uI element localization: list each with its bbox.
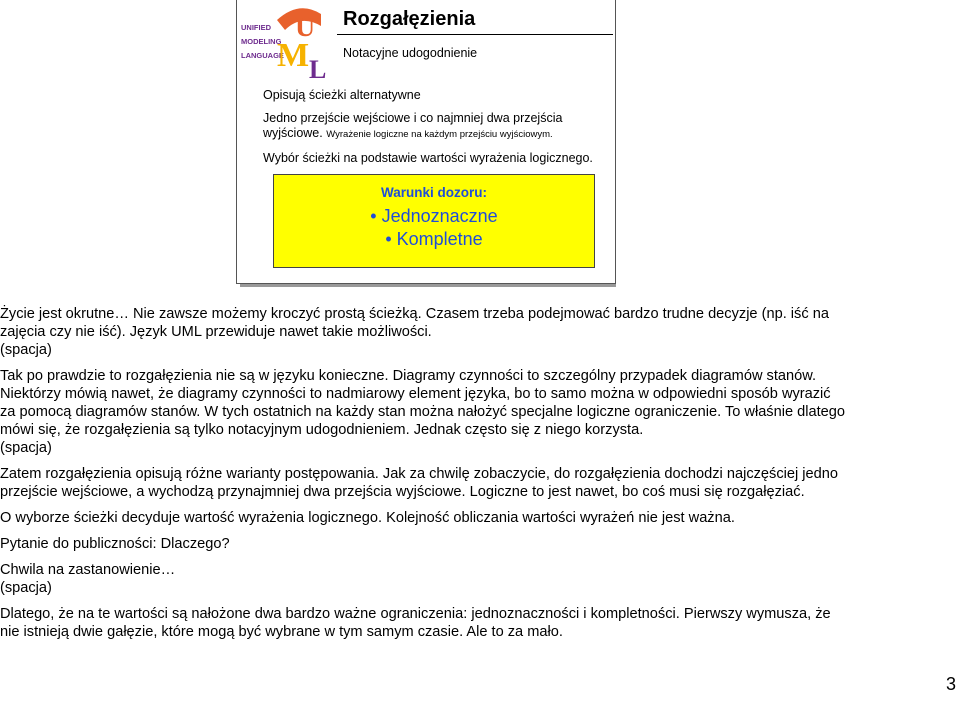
slide-thumbnail [236,0,616,284]
notes-paragraph: Zatem rozgałęzienia opisują różne warianty postępowania. Jak za chwilę zobaczycie, do rozgałęzienia dochodzi najczęściej jedno przejście wejściowe, a wychodzą przynajmniej dwa przejścia wyjściowe. Logiczne to jest nawet, bo coś musi się rozgałęziać. [0,466,838,500]
slide-line-alternative-paths: Opisują ścieżki alternatywne [263,88,421,102]
uml-logo-letter-u: U [295,12,316,43]
uml-logo-letter-l: L [309,55,327,82]
notes-paragraph: Chwila na zastanowienie… [0,562,176,578]
notes-paragraph: Tak po prawdzie to rozgałęzienia nie są w języku konieczne. Diagramy czynności to szczególny przypadek diagramów stanów. Niektórzy mówią nawet, że diagramy czynności to nadmiarowy element języka, bo to samo można w odpowiedni sposób wyrazić za pomocą diagramów stanów. W tych ostatnich na każdy stan można nałożyć specjalne logiczne ograniczenie. To właśnie dlatego mówi się, że rozgałęzienia są tylko notacyjnym udogodnieniem. Jednak często się z niego korzysta. [0,368,846,438]
guard-conditions-title: Warunki dozoru: [381,185,487,200]
notes-spacja: (spacja) [0,342,52,358]
title-rule [337,34,613,35]
uml-logo-letter-m: M [277,37,310,74]
slide-line-boolean-expression: Wyrażenie logiczne na każdym przejściu wyjściowym. [326,129,553,140]
bullet-icon: • [370,206,382,226]
uml-logo-word-language: LANGUAGE [241,51,284,60]
guard-conditions-box [273,174,595,268]
guard-item-label: Kompletne [396,229,483,249]
lecture-notes [0,305,850,641]
notes-spacja: (spacja) [0,580,52,596]
notes-paragraph: O wyborze ścieżki decyduje wartość wyrażenia logicznego. Kolejność obliczania wartości wyrażeń nie jest ważna. [0,510,735,526]
guard-item-unambiguous [274,206,594,227]
notes-paragraph: Życie jest okrutne… Nie zawsze możemy kroczyć prostą ścieżką. Czasem trzeba podejmować bardzo trudne decyzje (np. iść na zajęcia czy nie iść). Język UML przewiduje nawet takie możliwości. [0,306,829,340]
slide-line-transitions-cont [263,126,553,142]
notes-spacja: (spacja) [0,440,52,456]
slide-shadow [240,284,616,287]
guard-item-label: Jednoznaczne [381,206,498,226]
slide-line-outgoing: wyjściowe. [263,126,323,140]
notes-paragraph: Dlatego, że na te wartości są nałożone dwa bardzo ważne ograniczenia: jednoznaczności i kompletności. Pierwszy wymusza, że nie istnieją dwie gałęzie, które mogą być wybrane w tym samym czasie. Ale to za mało. [0,606,831,640]
notes-paragraph: Pytanie do publiczności: Dlaczego? [0,536,230,552]
slide-subtitle: Notacyjne udogodnienie [343,46,478,60]
slide-line-transitions: Jedno przejście wejściowe i co najmniej dwa przejścia [263,111,563,125]
slide-line-path-choice: Wybór ścieżki na podstawie wartości wyrażenia logicznego. [263,151,593,165]
uml-logo-word-modeling: MODELING [241,37,282,46]
page-number: 3 [946,674,957,694]
slide-title: Rozgałęzienia [343,8,476,30]
uml-logo [237,0,333,82]
bullet-icon: • [385,229,397,249]
uml-logo-word-unified: UNIFIED [241,23,271,32]
guard-item-complete [274,229,594,250]
